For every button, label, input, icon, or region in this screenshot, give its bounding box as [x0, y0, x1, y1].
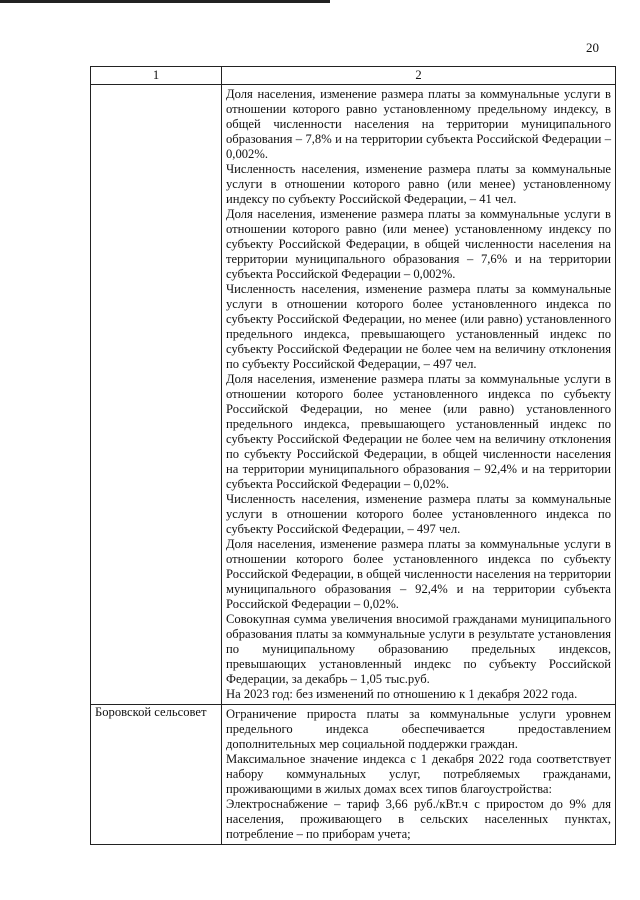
paragraph: Численность населения, изменение размера платы за коммунальные услуги в отношении которого более установленного индекса по субъекту Российской Федерации, – 497 чел.	[226, 492, 611, 536]
page-number: 20	[586, 40, 599, 55]
municipality-cell: Боровской сельсовет	[91, 705, 222, 845]
paragraph: На 2023 год: без изменений по отношению к 1 декабря 2022 года.	[226, 687, 578, 701]
paragraph: Доля населения, изменение размера платы за коммунальные услуги в отношении которого равно (или менее) установленному индексу по субъекту Российской Федерации, в общей численности населения на территории муниципального образования – 7,6% и на территории субъекта Российской Федерации – 0,002%.	[226, 207, 611, 281]
description-cell	[222, 85, 616, 705]
description-cell	[222, 705, 616, 845]
paragraph: Электроснабжение – тариф 3,66 руб./кВт.ч с приростом до 9% для населения, проживающего в сельских населенных пунктах, потребление – по приборам учета;	[226, 797, 611, 841]
paragraph: Доля населения, изменение размера платы за коммунальные услуги в отношении которого равно установленному предельному индексу, в общей численности населения на территории муниципального образования – 7,8% и на территории субъекта Российской Федерации – 0,002%.	[226, 87, 611, 161]
paragraph: Численность населения, изменение размера платы за коммунальные услуги в отношении которого более установленного индекса по субъекту Российской Федерации, но менее (или равно) установленного предельного индекса, превышающего установленный индекс по субъекту Российской Федерации не более чем на величину отклонения по субъекту Российской Федерации, – 497 чел.	[226, 282, 611, 371]
header-cell-2: 2	[222, 67, 616, 85]
table-header-row	[91, 67, 616, 85]
municipality-cell	[91, 85, 222, 705]
header-cell-1: 1	[91, 67, 222, 85]
table-row	[91, 705, 616, 845]
paragraph: Доля населения, изменение размера платы за коммунальные услуги в отношении которого более установленного индекса по субъекту Российской Федерации, в общей численности населения на территории муниципального образования – 92,4% и на территории субъекта Российской Федерации – 0,02%.	[226, 537, 611, 611]
paragraph: Совокупная сумма увеличения вносимой гражданами муниципального образования платы за коммунальные услуги в результате установления по муниципальному образованию предельных индексов, превышающих установленный индекс по субъекту Российской Федерации, за декабрь – 1,05 тыс.руб.	[226, 612, 611, 686]
paragraph: Максимальное значение индекса с 1 декабря 2022 года соответствует набору коммунальных услуг, потребляемых гражданами, проживающими в жилых домах всех типов благоустройства:	[226, 752, 611, 796]
paragraph: Ограничение прироста платы за коммунальные услуги уровнем предельного индекса обеспечивается предоставлением дополнительных мер социальной поддержки граждан.	[226, 707, 611, 751]
scan-top-line	[0, 0, 330, 3]
table-row	[91, 85, 616, 705]
document-table	[90, 66, 616, 845]
paragraph: Доля населения, изменение размера платы за коммунальные услуги в отношении которого более установленного индекса по субъекту Российской Федерации, но менее (или равно) установленного предельного индекса, превышающего установленный индекс по субъекту Российской Федерации не более чем на величину отклонения по субъекту Российской Федерации, в общей численности населения на территории муниципального образования – 92,4% и на территории субъекта Российской Федерации – 0,02%.	[226, 372, 611, 491]
paragraph: Численность населения, изменение размера платы за коммунальные услуги в отношении которого равно (или менее) установленному индексу по субъекту Российской Федерации, – 41 чел.	[226, 162, 611, 206]
